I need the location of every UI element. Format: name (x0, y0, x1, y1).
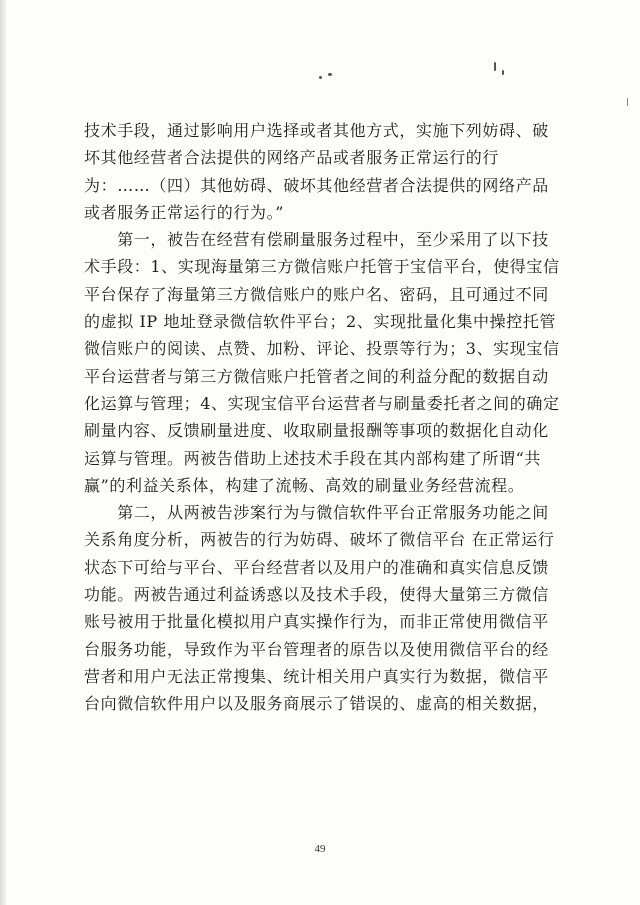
scan-speck (319, 76, 322, 79)
text-line: 关系角度分析，两被告的行为妨碍、破坏了微信平台 在正常运行 (84, 530, 555, 550)
scan-speck (494, 62, 496, 71)
text-line: 技术手段，通过影响用户选择或者其他方式，实施下列妨碍、破 (84, 121, 549, 140)
text-line: 运算与管理。两被告借助上述技术手段在其内部构建了所谓“共 (84, 448, 541, 468)
scan-speck (328, 73, 332, 76)
scan-speck (502, 70, 504, 75)
text-line: 为：……（四）其他妨碍、破坏其他经营者合法提供的网络产品 (84, 175, 549, 195)
text-line: 账号被用于批量化模拟用户真实操作行为，而非正常使用微信平 (84, 612, 549, 632)
text-line: 的虚拟 IP 地址登录微信软件平台；2、实现批量化集中操控托管 (84, 312, 557, 332)
text-line: 第一，被告在经营有偿刷量服务过程中，至少采用了以下技 (84, 230, 549, 250)
text-line: 台向微信软件用户以及服务商展示了错误的、虚高的相关数据， (84, 694, 549, 714)
text-line: 化运算与管理；4、实现宝信平台运营者与刷量委托者之间的确定 (84, 393, 560, 413)
text-line: 平台运营者与第三方微信账户托管者之间的利益分配的数据自动 (84, 366, 549, 386)
scan-speck (627, 98, 628, 106)
text-line: 或者服务正常运行的行为。” (84, 202, 284, 222)
text-line: 第二，从两被告涉案行为与微信软件平台正常服务功能之间 (84, 503, 549, 523)
text-line: 微信账户的阅读、点赞、加粉、评论、投票等行为；3、实现宝信 (84, 339, 560, 359)
text-line: 状态下可给与平台、平台经营者以及用户的准确和真实信息反馈 (84, 557, 549, 577)
text-line: 功能。两被告通过利益诱惑以及技术手段，使得大量第三方微信 (84, 585, 549, 605)
page-number: 49 (314, 843, 326, 855)
body-text (84, 117, 562, 718)
text-line: 平台保存了海量第三方微信账户的账户名、密码，且可通过不同 (84, 284, 549, 304)
text-line: 刷量内容、反馈刷量进度、收取刷量报酬等事项的数据化自动化 (84, 421, 549, 441)
text-line: 坏其他经营者合法提供的网络产品或者服务正常运行的行 (84, 148, 500, 168)
text-line: 营者和用户无法正常搜集、统计相关用户真实行为数据，微信平 (84, 666, 549, 686)
text-line: 台服务功能，导致作为平台管理者的原告以及使用微信平台的经 (84, 639, 549, 659)
scan-edge-shadow (0, 0, 6, 905)
text-line: 赢”的利益关系体，构建了流畅、高效的刷量业务经营流程。 (84, 475, 525, 495)
text-line: 术手段：1、实现海量第三方微信账户托管于宝信平台，使得宝信 (84, 257, 560, 277)
